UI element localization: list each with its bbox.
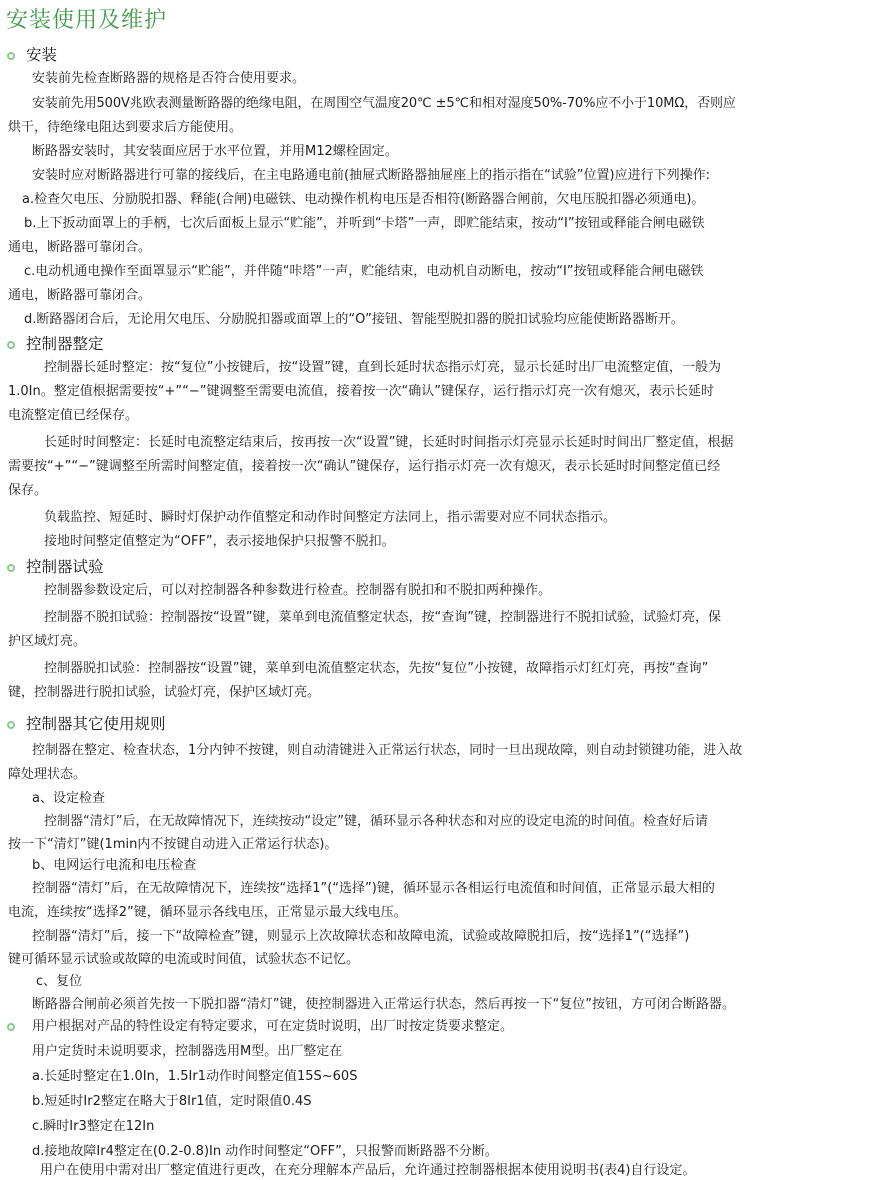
paragraph-line: 断路器合闸前必须首先按一下脱扣器“清灯”键，使控制器进入正常运行状态，然后再按一下“复位”按钮，方可闭合断路器。 (32, 997, 735, 1012)
section-heading-install: 安装 (26, 46, 58, 64)
paragraph-line: 控制器“清灯”后，在无故障情况下，连续按“选择1”(“选择”)键，循环显示各相运行电流值和时间值，正常显示最大相的 (32, 881, 715, 896)
section-bullet-icon (7, 564, 15, 572)
paragraph-line: 控制器参数设定后，可以对控制器各种参数进行检查。控制器有脱扣和不脱扣两种操作。 (44, 583, 552, 598)
paragraph-line: a.长延时整定在1.0In，1.5Ir1动作时间整定值15S~60S (32, 1069, 358, 1084)
paragraph-line: d.断路器闭合后，无论用欠电压、分励脱扣器或面罩上的“O”接钮、智能型脱扣器的脱扣试验均应能使断路器断开。 (24, 312, 684, 327)
paragraph-line: 控制器脱扣试验：控制器按“设置”键，菜单到电流值整定状态，先按“复位”小按键，故障指示灯红灯亮，再按“查询” (44, 661, 709, 676)
paragraph-line: 长延时时间整定：长延时电流整定结束后，按再按一次“设置”键，长延时时间指示灯亮显示长延时时间出厂整定值，根据 (44, 435, 734, 450)
paragraph-line: b.短延时Ir2整定在略大于8Ir1值，定时限值0.4S (32, 1094, 312, 1109)
paragraph-line: 通电，断路器可靠闭合。 (8, 288, 152, 303)
paragraph-line: 通电，断路器可靠闭合。 (8, 240, 152, 255)
section-heading-controller-setting: 控制器整定 (26, 335, 104, 353)
paragraph-line: 电流整定值已经保存。 (8, 408, 139, 423)
section-bullet-icon (7, 721, 15, 729)
section-heading-controller-test: 控制器试验 (26, 558, 104, 576)
paragraph-line: 电流，连续按“选择2”键，循环显示各线电压，正常显示最大线电压。 (8, 905, 407, 920)
paragraph-line: 控制器不脱扣试验：控制器按“设置”键，菜单到电流值整定状态，按“查询”键，控制器进行不脱扣试验，试验灯亮，保 (44, 610, 721, 625)
paragraph-line: 断路器安装时，其安装面应居于水平位置，并用M12螺栓固定。 (32, 144, 398, 159)
paragraph-line: 控制器“清灯”后，在无故障情况下，连续按动“设定”键，循环显示各种状态和对应的设定电流的时间值。检查好后请 (44, 814, 708, 829)
paragraph-line: c.电动机通电操作至面罩显示“贮能”，并伴随“咔塔”一声，贮能结束，电动机自动断电，按动“I”按钮或释能合闸电磁铁 (24, 264, 704, 279)
paragraph-line: 控制器“清灯”后，接一下“故障检查”键，则显示上次故障状态和故障电流，试验或故障脱扣后，按“选择1”(“选择”) (32, 929, 690, 944)
paragraph-line: a.检查欠电压、分励脱扣器、释能(合闸)电磁铁、电动操作机构电压是否相符(断路器合闸前，欠电压脱扣器必须通电)。 (22, 192, 705, 207)
paragraph-line: d.接地故障Ir4整定在(0.2-0.8)In 动作时间整定“OFF”，只报警而断路器不分断。 (32, 1144, 498, 1159)
paragraph-line: 用户在使用中需对出厂整定值进行更改，在充分理解本产品后，允许通过控制器根据本使用说明书(表4)自行设定。 (40, 1163, 696, 1178)
paragraph-line: 护区域灯亮。 (8, 634, 87, 649)
paragraph-line: c.瞬时Ir3整定在12In (32, 1119, 155, 1134)
paragraph-line: 需要按“+”“−”键调整至所需时间整定值，接着按一次“确认”键保存，运行指示灯亮一次有熄灭，表示长延时时间整定值已经 (8, 459, 721, 474)
paragraph-line: c、复位 (36, 974, 83, 989)
paragraph-line: 障处理状态。 (8, 767, 87, 782)
paragraph-line: 接地时间整定值整定为“OFF”，表示接地保护只报警不脱扣。 (44, 534, 395, 549)
paragraph-line: a、设定检查 (32, 791, 105, 806)
paragraph-line: 1.0In。整定值根据需要按“+”“−”键调整至需要电流值，接着按一次“确认”键保存，运行指示灯亮一次有熄灭，表示长延时 (8, 384, 714, 399)
paragraph-line: 烘干，待绝缘电阻达到要求后方能使用。 (8, 120, 243, 135)
section-bullet-icon (7, 341, 15, 349)
paragraph-line: 按一下“清灯”键(1min内不按键自动进入正常运行状态)。 (8, 837, 338, 852)
paragraph-line: 用户定货时未说明要求，控制器选用M型。出厂整定在 (32, 1044, 343, 1059)
paragraph-line: 安装前先检查断路器的规格是否符合使用要求。 (32, 71, 306, 86)
paragraph-line: 控制器在整定、检查状态，1分内钟不按键，则自动清键进入正常运行状态，同时一旦出现故障，则自动封锁键功能，进入故 (32, 743, 743, 758)
paragraph-line: 键可循环显示试验或故障的电流或时间值，试验状态不记忆。 (8, 952, 360, 967)
paragraph-line: 安装时应对断路器进行可靠的接线后，在主电路通电前(抽屉式断路器抽屉座上的指示指在“试验”位置)应进行下列操作: (32, 168, 710, 183)
paragraph-line: 负载监控、短延时、瞬时灯保护动作值整定和动作时间整定方法同上，指示需要对应不同状态指示。 (44, 510, 617, 525)
paragraph-line: 键，控制器进行脱扣试验，试验灯亮，保护区域灯亮。 (8, 685, 321, 700)
section-heading-controller-rules: 控制器其它使用规则 (26, 715, 166, 733)
section-bullet-icon (7, 1023, 15, 1031)
paragraph-line: b、电网运行电流和电压检查 (32, 858, 197, 873)
paragraph-line: 安装前先用500V兆欧表测量断路器的绝缘电阻，在周围空气温度20℃ ±5℃和相对湿度50%-70%应不小于10MΩ，否则应 (32, 96, 736, 111)
page-title: 安装使用及维护 (6, 8, 168, 33)
section-bullet-icon (7, 52, 15, 60)
paragraph-line: 控制器长延时整定：按“复位”小按键后，按“设置”键，直到长延时状态指示灯亮，显示长延时出厂电流整定值，一般为 (44, 360, 721, 375)
paragraph-line: 用户根据对产品的特性设定有特定要求，可在定货时说明，出厂时按定货要求整定。 (32, 1019, 514, 1034)
paragraph-line: 保存。 (8, 483, 48, 498)
paragraph-line: b.上下扳动面罩上的手柄，七次后面板上显示“贮能”，并听到“卡塔”一声，即贮能结束，按动“I”按钮或释能合闸电磁铁 (24, 216, 705, 231)
